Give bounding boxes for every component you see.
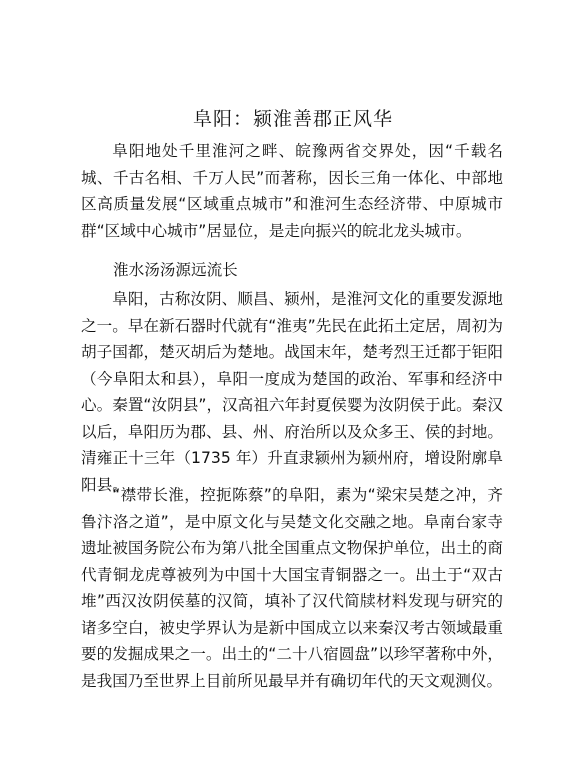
paragraph-history: 阜阳，古称汝阴、顺昌、颍州，是淮河文化的重要发源地之一。早在新石器时代就有“淮夷”先民在此拓土定居，周初为胡子国都，楚灭胡后为楚地。战国末年，楚考烈王迁都于钜阳（今阜阳太和县），阜阳一度成为楚国的政治、军事和经济中心。秦置“汝阴县”，汉高祖六年封夏侯婴为汝阴侯于此。秦汉以后，阜阳历为郡、县、州、府治所以及众多王、侯的封地。清雍正十三年（1735 年）升直隶颍州为颍州府，增设附廓阜阳县。 [81, 290, 503, 494]
document-title: 阜阳：颍淮善郡正风华 [192, 108, 393, 130]
paragraph-culture: “襟带长淮，控扼陈蔡”的阜阳，素为“梁宋吴楚之冲，齐鲁汴洛之道”，是中原文化与吴楚文化交融之地。阜南台家寺遗址被国务院公布为第八批全国重点文物保护单位，出土的商代青铜龙虎尊被列为中国十大国宝青铜器之一。出土于“双古堆”西汉汝阴侯墓的汉简，填补了汉代简牍材料发现与研究的诸多空白，被史学界认为是新中国成立以来秦汉考古领域最重要的发掘成果之一。出土的“二十八宿圆盘”以珍罕著称中外，是我国乃至世界上目前所见最早并有确切年代的天文观测仪。 [81, 486, 503, 690]
section-subheading: 淮水汤汤源远流长 [113, 261, 238, 279]
paragraph-intro: 阜阳地处千里淮河之畔、皖豫两省交界处，因“千载名城、千古名相、千万人民”而著称，因长三角一体化、中部地区高质量发展“区域重点城市”和淮河生态经济带、中原城市群“区域中心城市”居显位，是走向振兴的皖北龙头城市。 [81, 142, 503, 240]
